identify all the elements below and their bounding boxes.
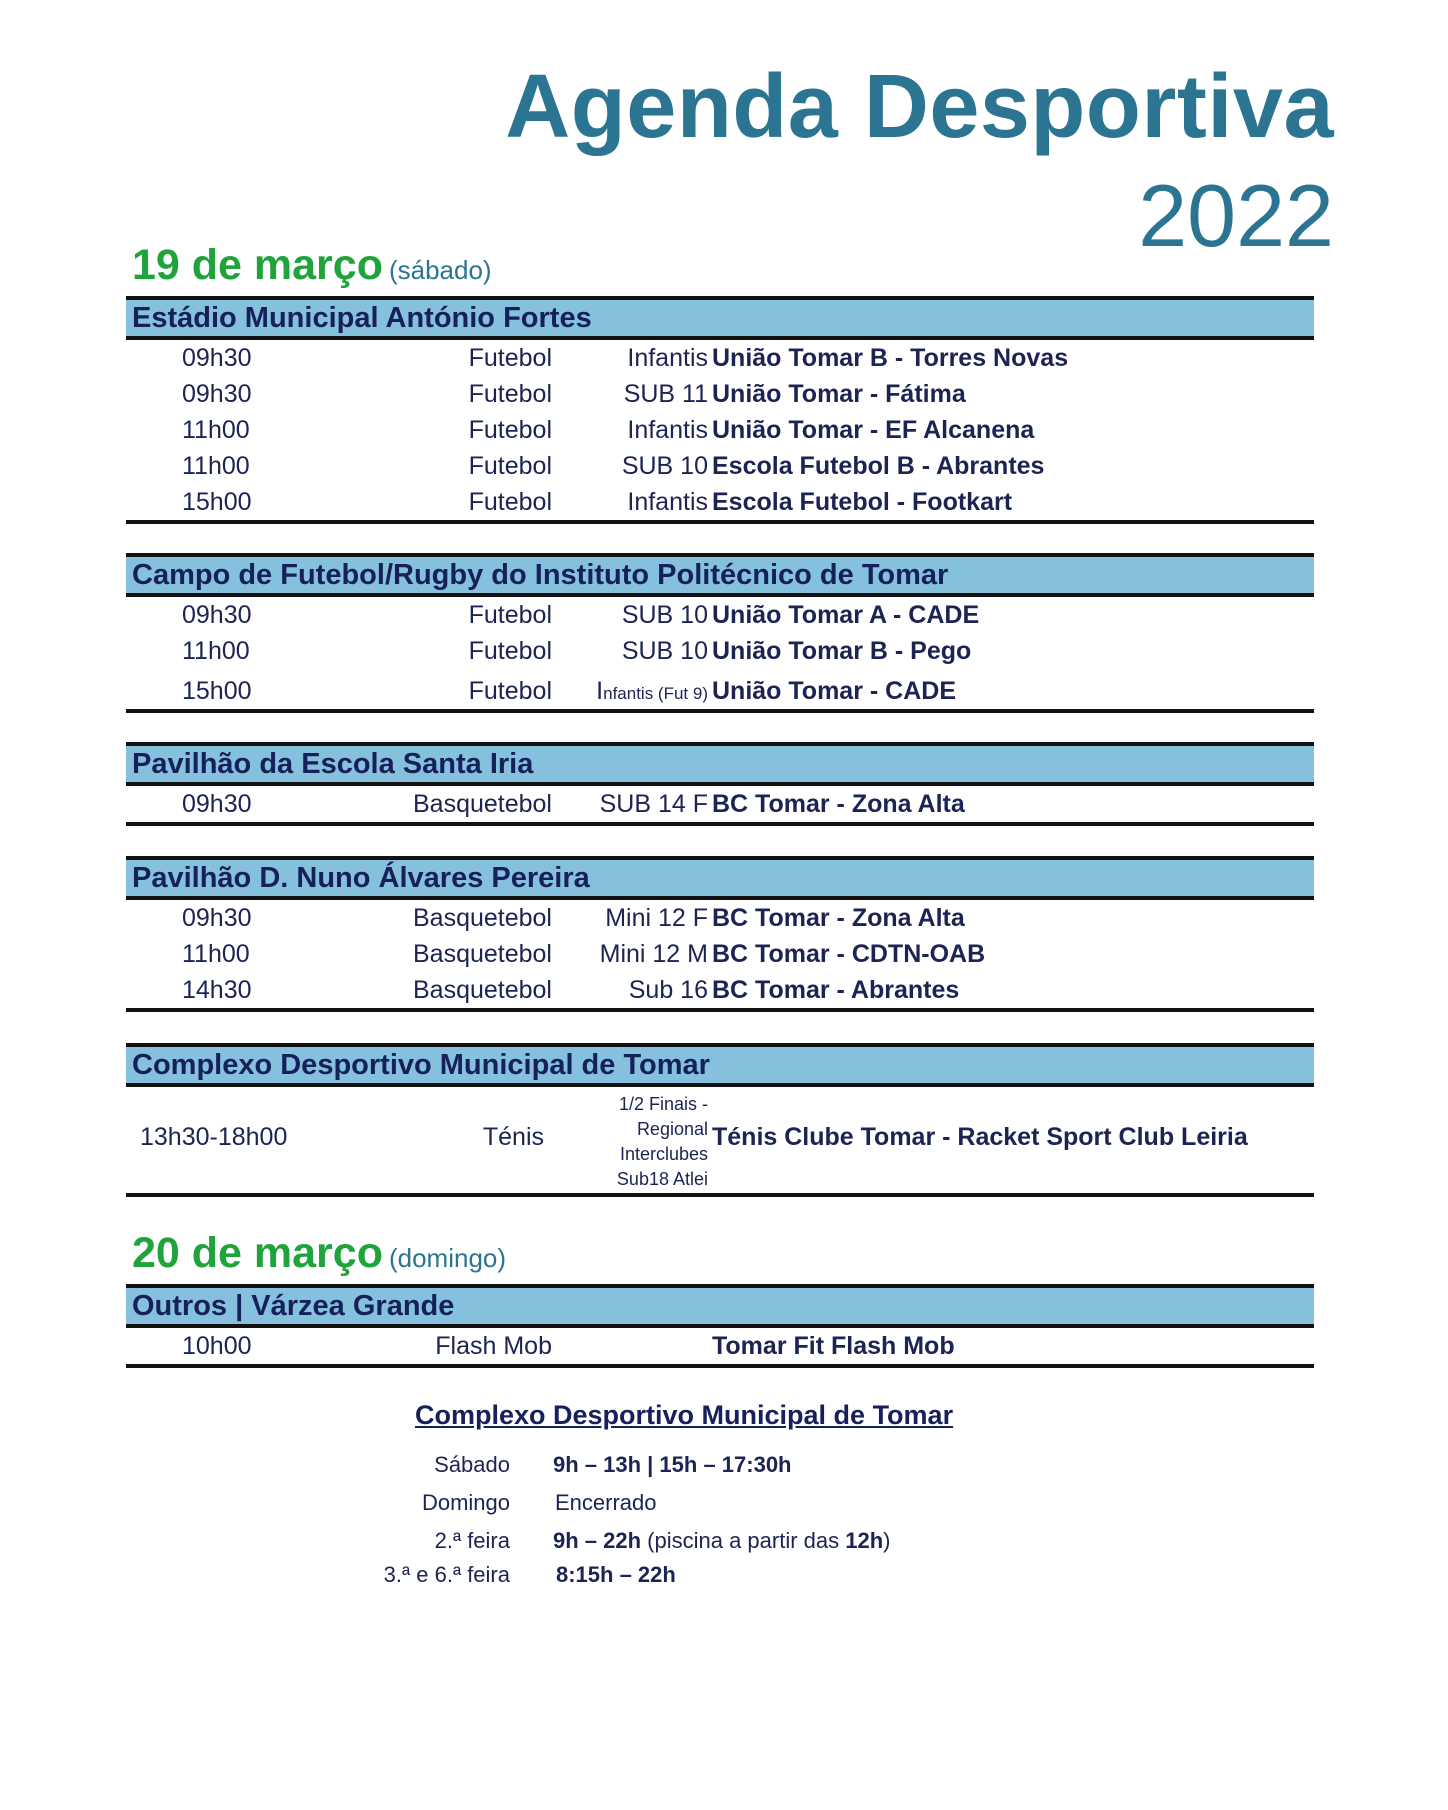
event-match: União Tomar - CADE	[712, 677, 956, 705]
page-title	[505, 57, 1334, 265]
day-heading	[132, 241, 492, 290]
event-row	[126, 1328, 1314, 1364]
event-category: Infantis (Fut 9)	[596, 677, 708, 705]
event-match: BC Tomar - CDTN-OAB	[712, 940, 986, 968]
event-time: 11h00	[182, 452, 250, 480]
event-match: BC Tomar - Zona Alta	[712, 790, 965, 818]
hours-value: Encerrado	[555, 1490, 657, 1515]
event-sport: Basquetebol	[412, 940, 552, 968]
venue-block	[126, 856, 1314, 1012]
venue-header: Campo de Futebol/Rugby do Instituto Politécnico de Tomar	[126, 553, 1314, 597]
hours-row	[0, 1490, 1448, 1524]
hours-day: Domingo	[421, 1490, 510, 1515]
event-sport: Futebol	[468, 380, 552, 408]
event-match: BC Tomar - Zona Alta	[712, 904, 965, 932]
day-weekday: (sábado)	[388, 255, 492, 285]
day-heading	[132, 1229, 506, 1278]
event-sport: Flash Mob	[435, 1332, 552, 1360]
venue-block	[126, 1284, 1314, 1368]
event-row	[126, 786, 1314, 822]
event-category: Infantis	[627, 344, 708, 372]
event-time: 11h00	[182, 416, 250, 444]
event-list	[126, 786, 1314, 826]
event-match: Escola Futebol - Footkart	[712, 488, 1013, 516]
event-time: 09h30	[182, 380, 252, 408]
event-row	[126, 412, 1314, 448]
event-row	[126, 597, 1314, 633]
hours-row	[0, 1528, 1448, 1562]
hours-day: Sábado	[434, 1452, 510, 1477]
event-time: 09h30	[182, 790, 252, 818]
hours-value: 8:15h – 22h	[556, 1562, 676, 1587]
event-sport: Futebol	[468, 452, 552, 480]
event-row	[126, 669, 1314, 709]
hours-day: 3.ª e 6.ª feira	[383, 1562, 510, 1587]
event-row	[126, 340, 1314, 376]
event-match: União Tomar - EF Alcanena	[712, 416, 1035, 444]
event-sport: Futebol	[468, 344, 552, 372]
day-date: 19 de março	[132, 241, 383, 289]
event-match: BC Tomar - Abrantes	[712, 976, 960, 1004]
event-match: Ténis Clube Tomar - Racket Sport Club Leiria	[712, 1123, 1248, 1151]
event-category: 1/2 Finais - Regional Interclubes Sub18 Atlei	[616, 1094, 708, 1189]
event-list	[126, 340, 1314, 524]
event-category: SUB 14 F	[599, 790, 708, 818]
event-category: Infantis	[627, 488, 708, 516]
event-sport: Basquetebol	[412, 976, 552, 1004]
day-date: 20 de março	[132, 1229, 383, 1277]
event-time: 15h00	[182, 488, 252, 516]
event-sport: Futebol	[468, 416, 552, 444]
venue-block	[126, 296, 1314, 524]
event-time: 11h00	[182, 940, 250, 968]
title-main: Agenda Desportiva	[505, 57, 1334, 157]
event-category: SUB 11	[623, 380, 708, 408]
event-sport: Futebol	[468, 677, 552, 705]
event-row	[126, 900, 1314, 936]
event-list	[126, 1328, 1314, 1368]
event-category: SUB 10	[621, 452, 708, 480]
event-time: 14h30	[182, 976, 252, 1004]
event-row	[126, 484, 1314, 520]
event-category: Infantis	[627, 416, 708, 444]
event-sport: Basquetebol	[412, 790, 552, 818]
event-time: 11h00	[182, 637, 250, 665]
event-sport: Basquetebol	[412, 904, 552, 932]
event-row	[126, 376, 1314, 412]
event-row	[126, 972, 1314, 1008]
event-time: 13h30-18h00	[140, 1123, 288, 1151]
hours-row	[0, 1562, 1448, 1596]
event-list	[126, 900, 1314, 1012]
hours-row	[0, 1452, 1448, 1486]
venue-block	[126, 553, 1314, 713]
event-category: Mini 12 M	[599, 940, 708, 968]
event-category: Mini 12 F	[605, 904, 708, 932]
venue-header: Estádio Municipal António Fortes	[126, 296, 1314, 340]
venue-header: Outros | Várzea Grande	[126, 1284, 1314, 1328]
event-match: União Tomar B - Pego	[712, 637, 972, 665]
event-sport: Futebol	[468, 488, 552, 516]
opening-hours-title: Complexo Desportivo Municipal de Tomar	[415, 1400, 954, 1430]
venue-block	[126, 742, 1314, 826]
event-match: União Tomar B - Torres Novas	[712, 344, 1069, 372]
event-list	[126, 597, 1314, 713]
event-category: SUB 10	[621, 637, 708, 665]
hours-value: 9h – 22h (piscina a partir das 12h)	[553, 1528, 891, 1553]
title-year: 2022	[1138, 166, 1334, 265]
hours-value: 9h – 13h | 15h – 17:30h	[553, 1452, 792, 1477]
event-match: União Tomar A - CADE	[712, 601, 980, 629]
event-time: 15h00	[182, 677, 252, 705]
event-row	[126, 633, 1314, 669]
event-sport: Futebol	[468, 637, 552, 665]
venue-header: Complexo Desportivo Municipal de Tomar	[126, 1043, 1314, 1087]
event-time: 09h30	[182, 601, 252, 629]
event-sport: Ténis	[482, 1123, 544, 1151]
event-time: 10h00	[182, 1332, 252, 1360]
event-time: 09h30	[182, 904, 252, 932]
event-row	[126, 448, 1314, 484]
day-weekday: (domingo)	[388, 1243, 507, 1273]
event-match: Escola Futebol B - Abrantes	[712, 452, 1045, 480]
event-row	[126, 1087, 1314, 1193]
event-sport: Futebol	[468, 601, 552, 629]
hours-day: 2.ª feira	[434, 1528, 510, 1553]
event-match: Tomar Fit Flash Mob	[712, 1332, 955, 1360]
event-match: União Tomar - Fátima	[712, 380, 966, 408]
event-category: Sub 16	[628, 976, 708, 1004]
venue-header: Pavilhão D. Nuno Álvares Pereira	[126, 856, 1314, 900]
event-row	[126, 936, 1314, 972]
venue-block	[126, 1043, 1314, 1197]
event-list	[126, 1087, 1314, 1197]
event-category: SUB 10	[621, 601, 708, 629]
venue-header: Pavilhão da Escola Santa Iria	[126, 742, 1314, 786]
event-time: 09h30	[182, 344, 252, 372]
